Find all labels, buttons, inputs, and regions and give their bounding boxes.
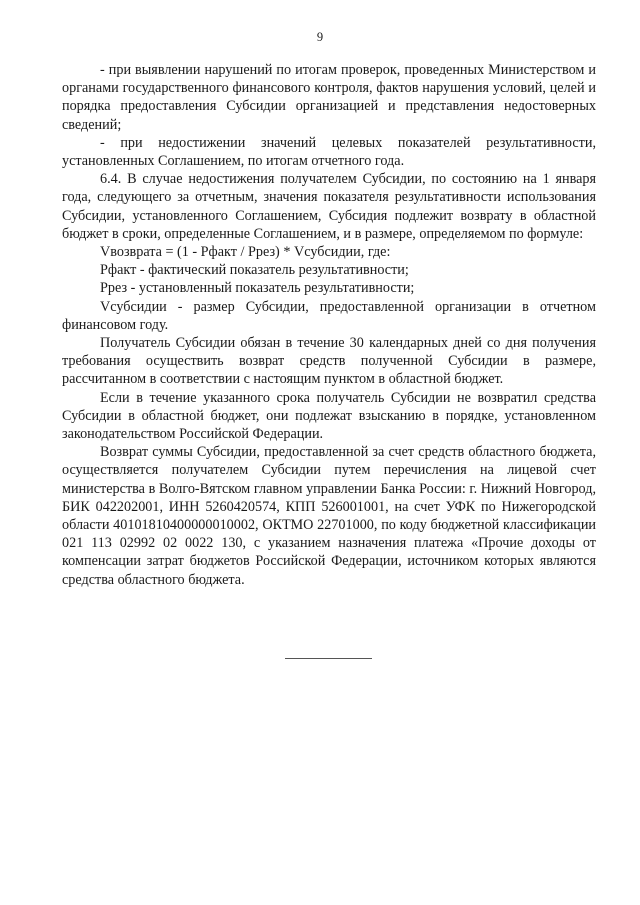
paragraph-targets-not-met: - при недостижении значений целевых показателей результативности, установленных Соглашением, по итогам отчетного года.	[62, 134, 596, 170]
page-number: 9	[316, 30, 324, 44]
document-body	[62, 61, 596, 589]
paragraph-recovery: Если в течение указанного срока получатель Субсидии не возвратил средства Субсидии в областной бюджет, они подлежат взысканию в порядке, установленном законодательством Российской Федерации.	[62, 389, 596, 443]
footer-divider	[285, 658, 372, 659]
paragraph-bank-details: Возврат суммы Субсидии, предоставленной за счет средств областного бюджета, осуществляется получателем Субсидии путем перечисления на лицевой счет министерства в Волго-Вятском главном управлении Банка России: г. Нижний Новгород, БИК 042202001, ИНН 5260420574, КПП 526001001, на счет УФК по Нижегородской области 40101810400000010002, ОКТМО 22701000, по коду бюджетной классификации 021 113 02992 02 0022 130, с указанием назначения платежа «Прочие доходы от компенсации затрат бюджетов Российской Федерации, источником которых являются средства областного бюджета.	[62, 444, 596, 588]
paragraph-return-deadline: Получатель Субсидии обязан в течение 30 календарных дней со дня получения требования осуществить возврат средств полученной Субсидии в размере, рассчитанном в соответствии с настоящим пунктом в областной бюджет.	[62, 335, 596, 388]
paragraph-formula-pfact: Рфакт - фактический показатель результативности;	[100, 262, 409, 279]
paragraph-6-4: 6.4. В случае недостижения получателем Субсидии, по состоянию на 1 января года, следующего за отчетным, значения показателя результативности использования Субсидии, установленного Соглашением, Субсидия подлежит возврату в областной бюджет в сроки, определенные Соглашением, и в размере, определяемом по формуле:	[62, 171, 596, 242]
paragraph-violations: - при выявлении нарушений по итогам проверок, проведенных Министерством и органами государственного финансового контроля, фактов нарушения условий, целей и порядка предоставления Субсидии организацией и представления недостоверных сведений;	[62, 62, 596, 133]
paragraph-formula-pres: Ррез - установленный показатель результативности;	[100, 280, 415, 297]
paragraph-formula-vsubsidy: Vсубсидии - размер Субсидии, предоставленной организации в отчетном финансовом году.	[62, 298, 596, 333]
paragraph-formula: Vвозврата = (1 - Рфакт / Ррез) * Vсубсидии, где:	[100, 244, 391, 261]
